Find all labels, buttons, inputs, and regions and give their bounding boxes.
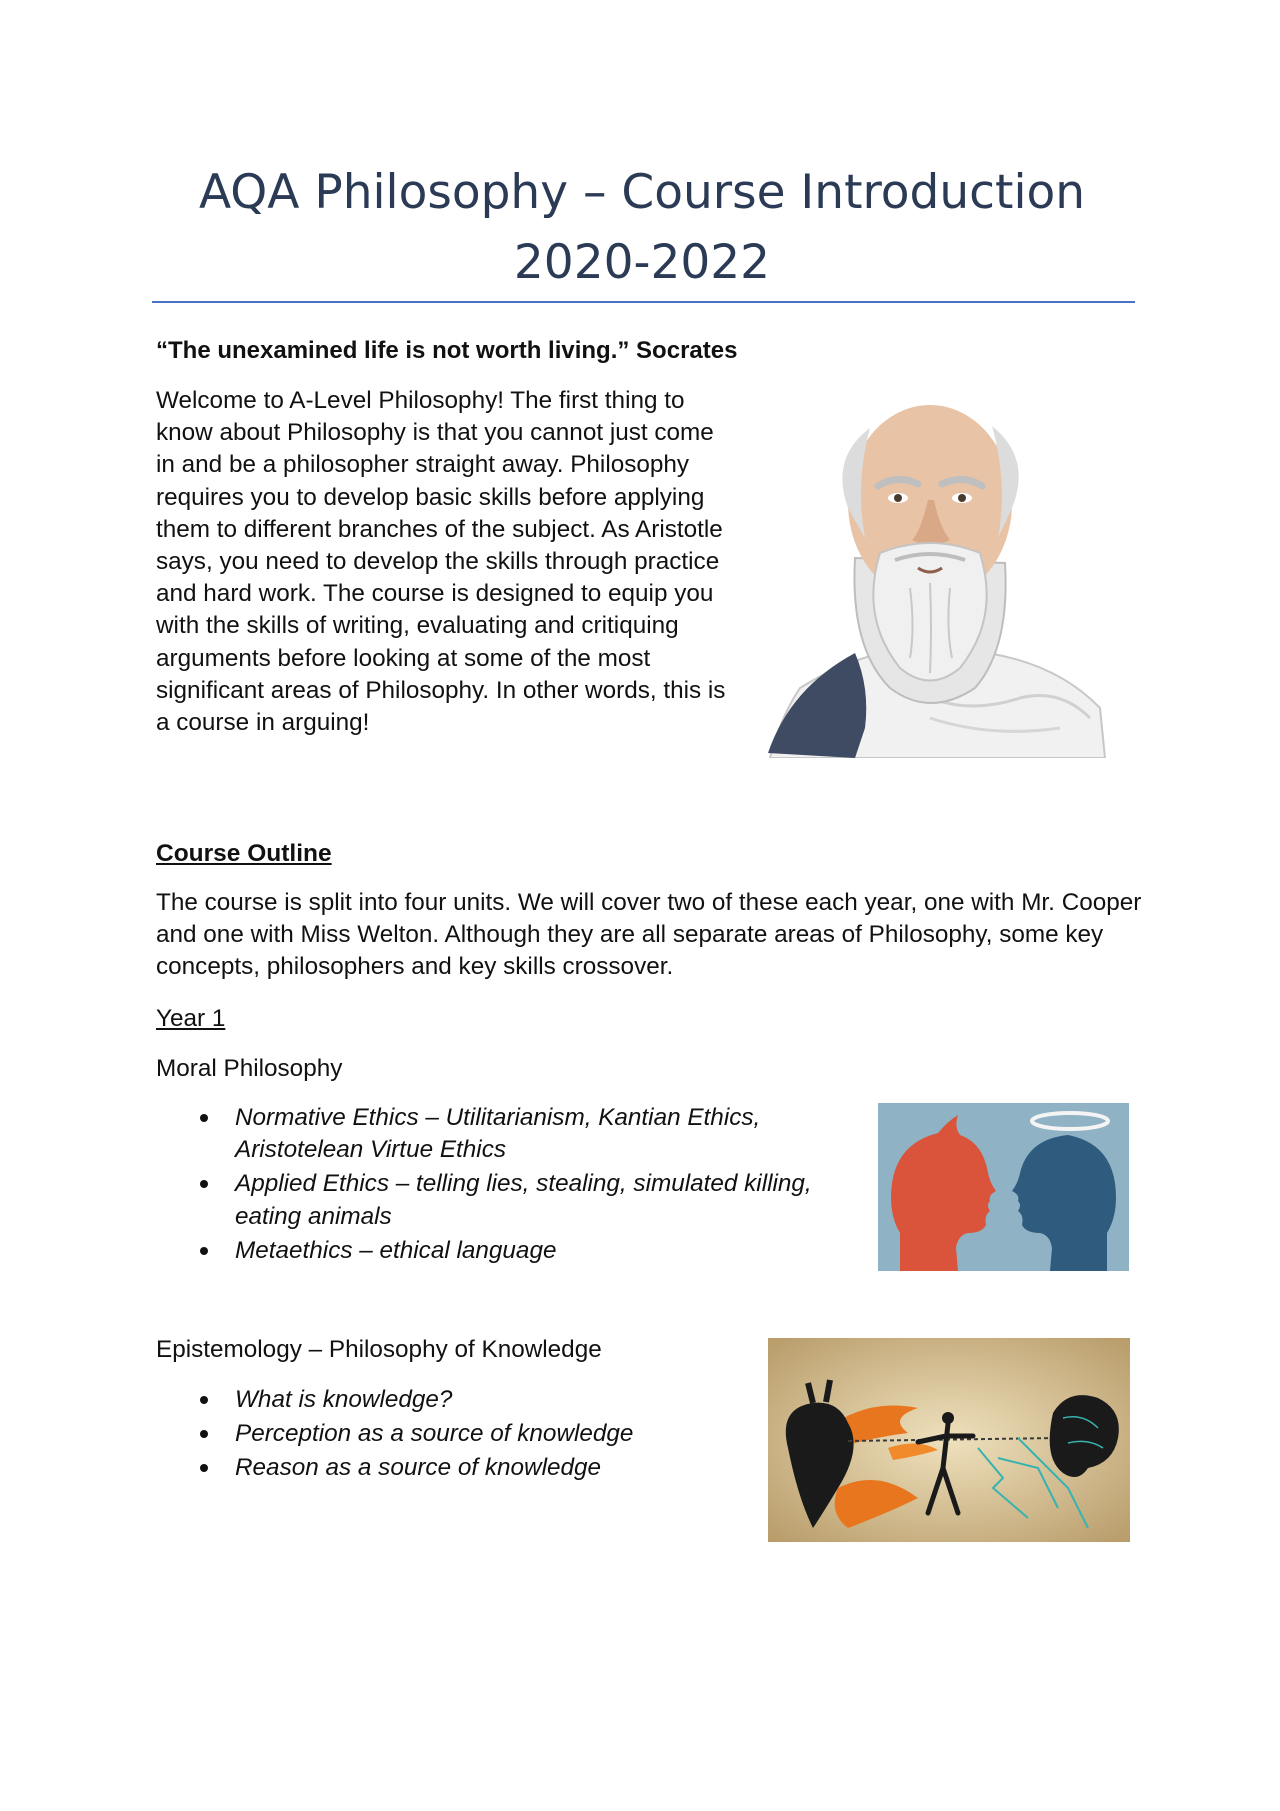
list-item — [156, 1452, 756, 1484]
bullet-icon — [200, 1464, 208, 1472]
bullet-icon — [200, 1396, 208, 1404]
year-1-label: Year 1 — [156, 1005, 226, 1032]
topic-text: Applied Ethics – telling lies, stealing, simulated killing, eating animals — [235, 1170, 812, 1230]
unit-title-moral-philosophy: Moral Philosophy — [156, 1055, 343, 1082]
socrates-quote: “The unexamined life is not worth living.” Socrates — [156, 337, 738, 364]
devil-angel-heads-image — [878, 1103, 1129, 1271]
list-item — [156, 1168, 876, 1232]
list-item — [156, 1102, 876, 1166]
list-item — [156, 1418, 756, 1450]
list-item — [156, 1235, 876, 1267]
topic-text: What is knowledge? — [235, 1386, 453, 1413]
moral-philosophy-topics — [156, 1102, 876, 1269]
title-line-2: 2020-2022 — [513, 235, 771, 290]
page-title — [152, 158, 1132, 298]
topic-text: Normative Ethics – Utilitarianism, Kantian Ethics, Aristotelean Virtue Ethics — [235, 1104, 761, 1164]
title-divider — [152, 301, 1135, 303]
bullet-icon — [200, 1180, 208, 1188]
topic-text: Reason as a source of knowledge — [235, 1454, 602, 1482]
list-item — [156, 1384, 756, 1416]
course-outline-heading: Course Outline — [156, 840, 332, 867]
intro-paragraph: Welcome to A-Level Philosophy! The first thing to know about Philosophy is that you cannot just come in and be a philosopher straight away. Philosophy requires you to develop basic skills before applying them to different branches of the subject. As Aristotle says, you need to develop the skills through practice and hard work. The course is designed to equip you with the skills of writing, evaluating and critiquing arguments before looking at some of the most significant areas of Philosophy. In other words, this is a course in arguing! — [156, 387, 726, 737]
unit-title-epistemology: Epistemology – Philosophy of Knowledge — [156, 1336, 602, 1363]
course-outline-paragraph: The course is split into four units. We will cover two of these each year, one with Mr. Cooper and one with Miss Welton. Although they are all separate areas of Philosophy, some key concepts, philosophers and key skills crossover. — [156, 889, 1142, 981]
bullet-icon — [200, 1430, 208, 1438]
socrates-portrait-image — [760, 388, 1110, 758]
epistemology-topics — [156, 1384, 756, 1487]
topic-text: Perception as a source of knowledge — [235, 1420, 634, 1448]
bullet-icon — [200, 1114, 208, 1122]
topic-text: Metaethics – ethical language — [235, 1236, 557, 1264]
bullet-icon — [200, 1247, 208, 1255]
title-line-1: AQA Philosophy – Course Introduction — [198, 165, 1086, 220]
heart-vs-brain-image — [768, 1338, 1130, 1542]
